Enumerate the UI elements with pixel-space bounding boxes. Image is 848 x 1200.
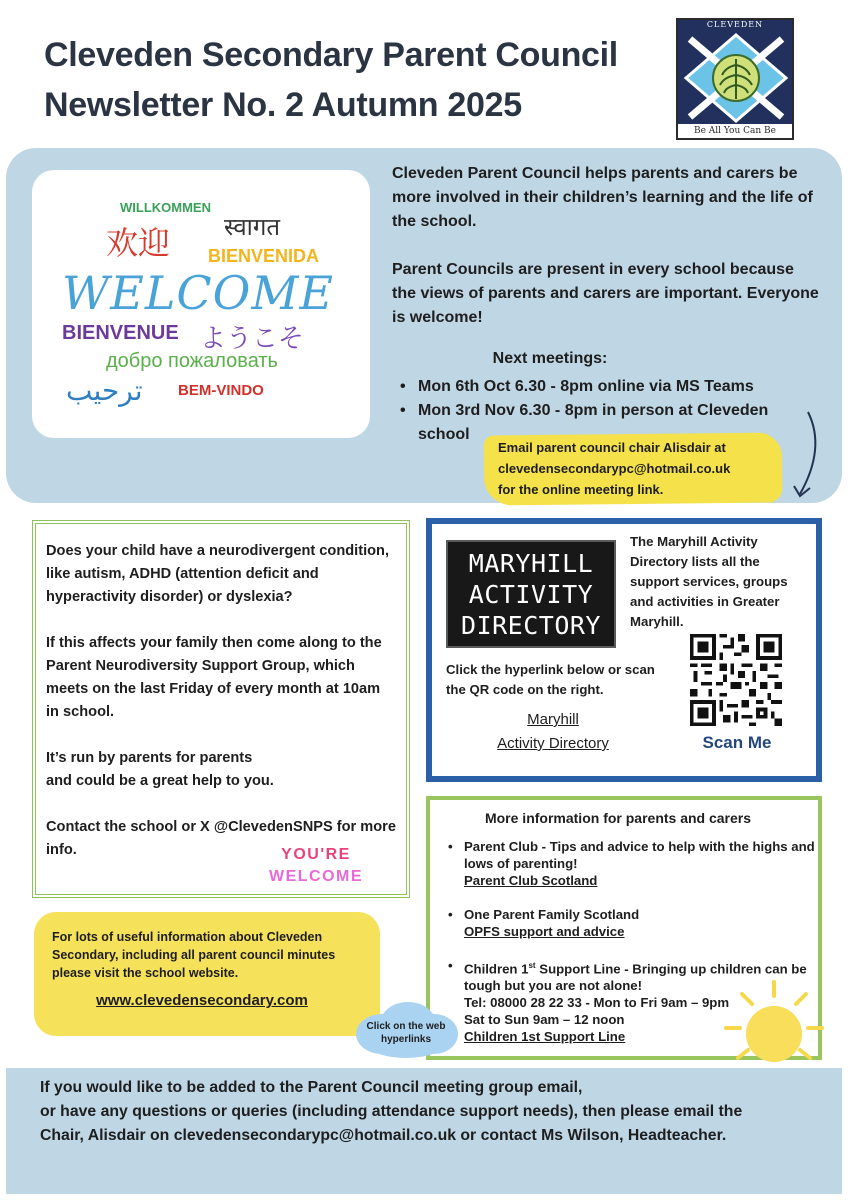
intro-paragraph-1: Cleveden Parent Council helps parents and carers be more involved in their children’s learning and the life of the school.: [392, 165, 813, 230]
logo-line-3: DIRECTORY: [461, 611, 601, 640]
info-item-parent-club: [446, 838, 816, 889]
footer-text: [40, 1076, 830, 1148]
welcome-languages-image: [32, 170, 370, 438]
cloud-note-line-2: hyperlinks: [380, 1034, 432, 1045]
footer-line-1: If you would like to be added to the Parent Council meeting group email,: [40, 1079, 583, 1096]
school-crest: [676, 18, 794, 140]
youre-welcome-graphic: [246, 844, 386, 888]
logo-line-2: ACTIVITY: [468, 580, 594, 609]
intro-paragraph-2: Parent Councils are present in every school because the views of parents and carers are important. Everyone is welcome!: [392, 261, 819, 326]
neurodiversity-text: [46, 540, 396, 862]
opfs-text: One Parent Family Scotland: [464, 907, 640, 922]
welcome-english: WELCOME: [62, 266, 334, 320]
children-1st-support-link[interactable]: Children 1st Support Line: [464, 1029, 626, 1045]
maryhill-directory-link[interactable]: [468, 708, 638, 756]
welcome-japanese: ようこそ: [200, 323, 305, 353]
welcome-bienvenue: BIENVENUE: [62, 322, 179, 344]
children-1st-telephone: Tel: 08000 28 22 33 - Mon to Fri 9am – 9pm: [464, 995, 730, 1011]
welcome-word: WELCOME: [268, 868, 364, 885]
parent-club-text: Parent Club - Tips and advice to help with the highs and lows of parenting!: [464, 839, 815, 871]
meeting-item: • Mon 6th Oct 6.30 - 8pm online via MS Teams: [398, 375, 798, 399]
neuro-paragraph-3: [46, 747, 396, 793]
neuro-paragraph-3b: and could be a great help to you.: [46, 773, 274, 789]
qr-code-icon[interactable]: [690, 634, 782, 726]
crest-name: CLEVEDEN: [706, 20, 764, 29]
welcome-arabic: ترحيب: [66, 375, 143, 406]
neuro-paragraph-3a: It’s run by parents for parents: [46, 750, 253, 766]
welcome-willkommen: WILLKOMMEN: [120, 200, 211, 215]
logo-line-1: MARYHILL: [468, 549, 594, 578]
crest-emblem-icon: [682, 31, 790, 125]
welcome-hindi: स्वागत: [224, 214, 281, 241]
children-1st-weekend-hours: Sat to Sun 9am – 12 noon: [464, 1012, 625, 1028]
welcome-bem-vindo: BEM-VINDO: [178, 382, 264, 399]
title-line-1: Cleveden Secondary Parent Council: [44, 36, 618, 74]
welcome-chinese: 欢迎: [106, 225, 171, 261]
footer-line-2: or have any questions or queries (including attendance support needs), then please email the: [40, 1103, 743, 1120]
cloud-note-line-1: Click on the web: [366, 1021, 446, 1032]
children-1st-text-a: Children 1: [464, 961, 529, 977]
more-information-heading: More information for parents and carers: [484, 810, 752, 826]
school-website-text: For lots of useful information about Cleveden Secondary, including all parent council minutes please visit the school website.: [52, 930, 336, 980]
school-website-link[interactable]: www.clevedensecondary.com: [96, 992, 308, 1009]
neuro-paragraph-1: Does your child have a neurodivergent condition, like autism, ADHD (attention deficit and hyperactivity disorder) or dyslexia?: [46, 543, 390, 605]
email-note: [498, 437, 774, 500]
maryhill-activity-directory-logo: [446, 540, 616, 648]
directory-link-line-1[interactable]: Maryhill: [527, 711, 579, 728]
neuro-paragraph-2: If this affects your family then come along to the Parent Neurodiversity Support Group, which meets on the last Friday of every month at 10am in school.: [46, 635, 382, 720]
youre-word: YOU'RE: [281, 846, 351, 863]
directory-link-line-2[interactable]: Activity Directory: [497, 735, 609, 752]
children-1st-sup: st: [528, 961, 536, 970]
sun-icon: [716, 972, 826, 1064]
newsletter-title: [44, 30, 618, 130]
meeting-item: • Mon 3rd Nov 6.30 - 8pm in person at Cleveden school: [398, 399, 798, 447]
directory-instructions: Click the hyperlink below or scan the QR code on the right.: [446, 662, 655, 697]
title-line-2: Newsletter No. 2 Autumn 2025: [44, 86, 522, 124]
email-note-line-1: Email parent council chair Alisdair at: [498, 440, 726, 455]
cloud-note: [360, 1020, 452, 1046]
intro-text: [392, 162, 822, 330]
footer-line-3: Chair, Alisdair on clevedensecondarypc@hotmail.co.uk or contact Ms Wilson, Headteacher.: [40, 1127, 727, 1144]
curved-arrow-icon: [780, 408, 830, 504]
welcome-bienvenida: BIENVENIDA: [208, 246, 320, 266]
scan-me-label: Scan Me: [702, 733, 772, 752]
welcome-russian: добро пожаловать: [106, 350, 278, 372]
meetings-heading: Next meetings:: [492, 350, 608, 367]
opfs-support-link[interactable]: OPFS support and advice: [464, 924, 625, 939]
directory-description: The Maryhill Activity Directory lists all the support services, groups and activities in Greater Maryhill.: [630, 534, 788, 629]
children-1st-text-b: Support Line - Bringing up children can be tough but you are not alone!: [464, 961, 807, 994]
crest-motto: Be All You Can Be: [678, 124, 792, 138]
logo-text: [448, 548, 614, 641]
parent-club-scotland-link[interactable]: Parent Club Scotland: [464, 873, 598, 888]
email-note-line-3: for the online meeting link.: [498, 482, 664, 497]
info-item-opfs: [446, 906, 816, 940]
email-note-address[interactable]: clevedensecondarypc@hotmail.co.uk: [498, 461, 731, 476]
neuro-paragraph-4: Contact the school or X @ClevedenSNPS for more info.: [46, 819, 396, 858]
